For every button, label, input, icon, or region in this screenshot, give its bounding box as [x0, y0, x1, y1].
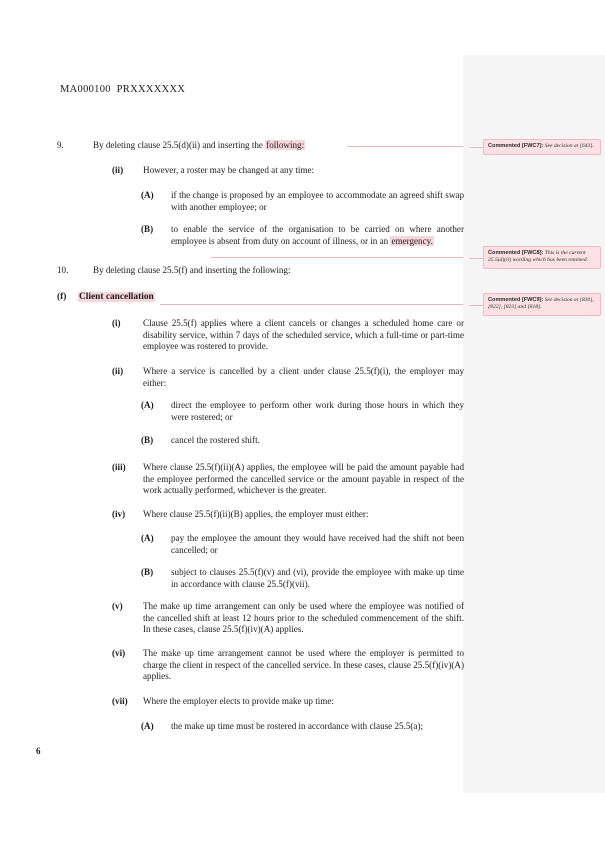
comment-bubble-fwc8[interactable] [483, 246, 601, 269]
clause-marker: (B) [141, 224, 154, 234]
clause-item-10 [57, 265, 464, 277]
clause-text: By deleting clause 25.5(f) and inserting the following: [93, 265, 291, 275]
clause-marker: (B) [141, 435, 154, 445]
clause-marker: (ii) [112, 165, 124, 175]
comment-body: This is the current 25.5(d)(ii) wording which has been retained. [488, 250, 589, 263]
clause-marker: (vi) [112, 648, 126, 658]
clause-item-f-ii-B [141, 435, 464, 447]
clause-item-f-ii [112, 366, 464, 389]
clause-item-f-vi [112, 648, 464, 683]
clause-item-f-iv-B [141, 567, 464, 590]
clause-marker: (i) [112, 318, 121, 328]
highlighted-text-emergency: emergency. [391, 235, 433, 246]
clause-marker: (f) [57, 292, 67, 302]
clause-heading-f [57, 292, 464, 304]
clause-text [93, 140, 464, 152]
clause-item-f-iii [112, 462, 464, 497]
comment-label: Commented [FWC9]: [488, 297, 544, 303]
clause-item-9-ii [112, 165, 464, 177]
clause-marker: (B) [141, 567, 154, 577]
clause-text: Clause 25.5(f) applies where a client cancels or changes a scheduled home care or disability service, within 7 days of the scheduled service, which a full-time or part-time employee was rostered to provide. [143, 318, 464, 352]
clause-item-9-ii-B [141, 224, 464, 247]
clause-text: the make up time must be rostered in accordance with clause 25.5(a); [171, 721, 424, 731]
clause-marker: (v) [112, 601, 123, 611]
clause-marker: (iii) [112, 462, 126, 472]
clause-marker: (ii) [112, 366, 124, 376]
clause-text-plain: to enable the service of the organisation to be carried on where another employee is absent from duty on account of illness, or in an [171, 224, 464, 246]
clause-text [78, 292, 464, 304]
comment-body: See decision at [643]. [543, 143, 594, 149]
highlighted-text-client-cancellation: Client cancellation [79, 292, 154, 302]
clause-text: Where clause 25.5(f)(ii)(A) applies, the employee will be paid the amount payable had the employee performed the cancelled service or the amount payable in respect of the work actually performed, whichever is the greater. [143, 462, 464, 496]
clause-item-f-vii [112, 696, 464, 708]
clause-text: The make up time arrangement can only be used where the employee was notified of the cancelled shift at least 12 hours prior to the scheduled commencement of the shift. In these cases, clause 25.5(f)(iv)(A) applies. [143, 601, 464, 635]
clause-text: direct the employee to perform other work during those hours in which they were rostered; or [171, 400, 464, 422]
clause-item-9-ii-A [141, 190, 464, 213]
comment-bubble-fwc9[interactable] [483, 293, 601, 316]
clause-item-f-vii-A [141, 721, 464, 733]
clause-item-f-v [112, 601, 464, 636]
clause-marker: (A) [141, 533, 154, 543]
clause-marker: (iv) [112, 509, 126, 519]
clause-marker: 10. [57, 265, 69, 275]
clause-item-f-iv-A [141, 533, 464, 556]
clause-item-f-i [112, 318, 464, 353]
clause-text [171, 224, 464, 247]
clause-text: The make up time arrangement cannot be used where the employer is permitted to charge the client in respect of the cancelled service. In these cases, clause 25.5(f)(iv)(A) applies. [143, 648, 464, 682]
clause-marker: (vii) [112, 696, 128, 706]
clause-item-f-ii-A [141, 400, 464, 423]
clause-text: Where clause 25.5(f)(ii)(B) applies, the employer must either: [143, 509, 369, 519]
comment-bubble-fwc7[interactable] [483, 139, 601, 155]
clause-marker: (A) [141, 400, 154, 410]
clause-text: Where the employer elects to provide make up time: [143, 696, 334, 706]
clause-text: However, a roster may be changed at any time: [143, 165, 315, 175]
clause-item-f-iv [112, 509, 464, 521]
clause-item-9 [57, 140, 464, 152]
comment-body: See decision at [830], [822], [823] and [818]. [488, 297, 594, 310]
clause-marker: (A) [141, 190, 154, 200]
clause-marker: (A) [141, 721, 154, 731]
comment-label: Commented [FWC7]: [488, 143, 544, 149]
page-number: 6 [36, 746, 41, 756]
clause-text: pay the employee the amount they would have received had the shift not been cancelled; or [171, 533, 464, 555]
clause-text: subject to clauses 25.5(f)(v) and (vi), provide the employee with make up time in accordance with clause 25.5(f)(vii). [171, 567, 464, 589]
clause-text: if the change is proposed by an employee to accommodate an agreed shift swap with another employee; or [171, 190, 464, 212]
highlighted-text-following: following: [266, 140, 305, 150]
clause-text: cancel the rostered shift. [171, 435, 260, 445]
document-header: MA000100 PRXXXXXXX [60, 84, 186, 95]
comment-label: Commented [FWC8]: [488, 250, 544, 256]
clause-text: Where a service is cancelled by a client under clause 25.5(f)(i), the employer may either: [143, 366, 464, 388]
clause-marker: 9. [57, 140, 64, 150]
clause-text-plain: By deleting clause 25.5(d)(ii) and inserting the [93, 140, 266, 150]
